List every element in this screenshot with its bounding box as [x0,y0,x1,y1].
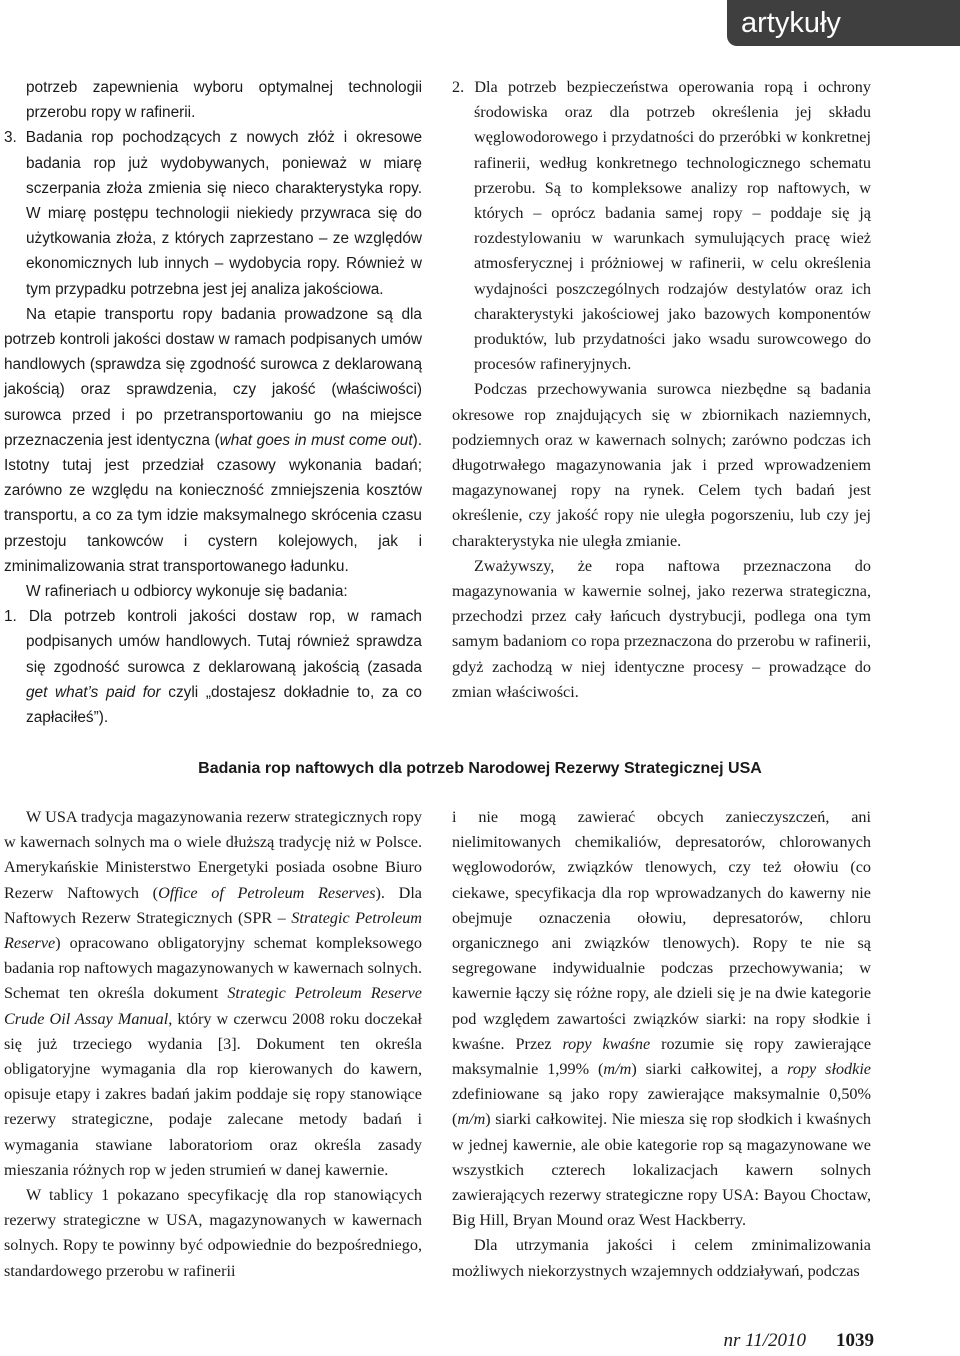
list-item-3: 3. Badania rop pochodzących z nowych złóż i okresowe badania rop już wydobywanych, ponieważ w miarę sczerpania złoża zmienia się nieco charakterystyka ropy. W miarę postępu technologii niekiedy przywraca się do użytkowania złoża, z których zaprzestano – ze względów ekonomicznych lub innych – wydobycia ropy. Również w tym przypadku potrzebna jest jej analiza jakościowa. [4,129,422,298]
paragraph: W rafineriach u odbiorcy wykonuje się badania: [26,583,348,601]
paragraph: Dla utrzymania jakości i celem zminimalizowania możliwych niekorzystnych wzajemnych oddziaływań, podczas [452,1236,871,1280]
paragraph: W tablicy 1 pokazano specyfikację dla rop stanowiących rezerwy strategiczne w USA, magazynowanych w kawernach solnych. Ropy te powinny być odpowiednie do bezpośredniego, standardowego przerobu w rafinerii [4,1186,422,1280]
paragraph: potrzeb zapewnienia wyboru optymalnej technologii przerobu ropy w rafinerii. [26,79,422,122]
section-tag: artykuły [727,0,960,46]
section-heading: Badania rop naftowych dla potrzeb Narodowej Rezerwy Strategicznej USA [198,760,762,777]
paragraph: Zważywszy, że ropa naftowa przeznaczona do magazynowania w kawernie solnej, jako rezerwa strategiczna, przechodzi przez cały łańcuch dystrybucji, podlega ona tym samym badaniom co ropa przeznaczona do przerobu w rafinerii, gdyż zachodzą w niej identyczne procesy – prowadzące do zmian właściwości. [452,556,871,701]
page-footer [723,1330,874,1352]
bottom-left-column [4,805,422,1284]
page-number: 1039 [836,1330,874,1351]
list-item-2: 2. Dla potrzeb bezpieczeństwa operowania ropą i ochrony środowiska oraz dla potrzeb określenia jej składu węglowodorowego i przydatności do przeróbki w konkretnej rafinerii, według konkretnego technologicznego schematu przerobu. Są to kompleksowe analizy rop naftowych, w których – oprócz badania samej ropy – poddaje się ją rozdestylowaniu w warunkach symulujących pracę wież atmosferycznej i próżniowej w rafinerii, w celu określenia wydajności poszczególnych rodzajów destylatów oraz ich charakterystyki jakościowej jako bazowych komponentów produktów, lub przydatności jako wsadu surowcowego do procesów rafineryjnych. [452,78,871,374]
issue-number: nr 11/2010 [723,1330,806,1351]
paragraph: Na etapie transportu ropy badania prowadzone są dla potrzeb kontroli jakości dostaw w ramach podpisanych umów handlowych (sprawdza się zgodność surowca z deklarowaną jakością) oraz sprawdzenia, czy jakość (właściwości) surowca przed i po przetransportowaniu go na miejsce przeznaczenia jest identyczna (what goes in must come out). Istotny tutaj jest przedział czasowy wykonania badań; zarówno ze względu na konieczność zmniejszenia kosztów transportu, a co za tym idzie maksymalnego skrócenia czasu przestoju tankowców i cystern kolejowych, jak i zminimalizowania strat transportowanego ładunku. [4,305,423,575]
top-right-column [452,75,871,705]
paragraph: W USA tradycja magazynowania rezerw strategicznych ropy w kawernach solnych ma o wiele dłuższą tradycję niż w Polsce. Amerykańskie Ministerstwo Energetyki posiada osobne Biuro Rezerw Naftowych (Office of Petroleum Reserves). Dla Naftowych Rezerw Strategicznych (SPR – Strategic Petroleum Reserve) opracowano obligatoryjny schemat kompleksowego badania rop naftowych magazynowanych w kawernach solnych. Schemat ten określa dokument Strategic Petroleum Reserve Crude Oil Assay Manual, który w czerwcu 2008 roku doczekał się już trzeciego wydania [3]. Dokument ten określa obligatoryjne wymagania dla rop kierowanych do kawern, opisuje etapy i zakres badań jakim poddaje się ropy stanowiące rezerwy strategiczne, podaje zalecane metody badań i wymagania stawiane laboratoriom oraz określa zasady mieszania różnych rop w jeden strumień w danej kawernie. [4,808,423,1179]
paragraph: Podczas przechowywania surowca niezbędne są badania okresowe rop znajdujących się w zbiornikach naziemnych, podziemnych oraz w kawernach solnych; zarówno podczas ich długotrwałego magazynowania jak i przed wprowadzeniem magazynowanej ropy na rynek. Celem tych badań jest określenie, czy jakość ropy nie uległa pogorszeniu, lub czy jej charakterystyka nie uległa zmianie. [452,380,871,550]
bottom-right-column [452,805,871,1284]
list-item-1: 1. Dla potrzeb kontroli jakości dostaw rop, w ramach podpisanych umów handlowych. Tutaj również sprawdza się zgodność surowca z deklarowaną jakością (zasada get what’s paid for czyli „dostajesz dokładnie to, za co zapłaciłeś”). [4,608,422,727]
top-left-column [4,75,422,730]
paragraph: i nie mogą zawierać obcych zanieczyszczeń, ani nielimitowanych chemikaliów, depresatorów, chlorowanych węglowodorów, związków tlenowych, czy też ołowiu (co ciekawe, specyfikacja dla rop wprowadzanych do kawerny nie obejmuje oznaczenia ołowiu, depresatorów, chloru organicznego ani związków tlenowych). Ropy te nie są segregowane indywidualnie podczas przechowywania; w kawernie łączy się różne ropy, ale dzieli się je na dwie kategorie pod względem zawartości związków siarki: na ropy słodkie i kwaśne. Przez ropy kwaśne rozumie się ropy zawierające maksymalnie 1,99% (m/m) siarki całkowitej, a ropy słodkie zdefiniowane są jako ropy zawierające maksymalnie 0,50% (m/m) siarki całkowitej. Nie miesza się rop słodkich i kwaśnych w jednej kawernie, ale obie kategorie rop są magazynowane we wszystkich czterech lokalizacjach kawern solnych zawierających rezerwy strategiczne ropy USA: Bayou Choctaw, Big Hill, Bryan Mound oraz West Hackberry. [452,808,872,1230]
